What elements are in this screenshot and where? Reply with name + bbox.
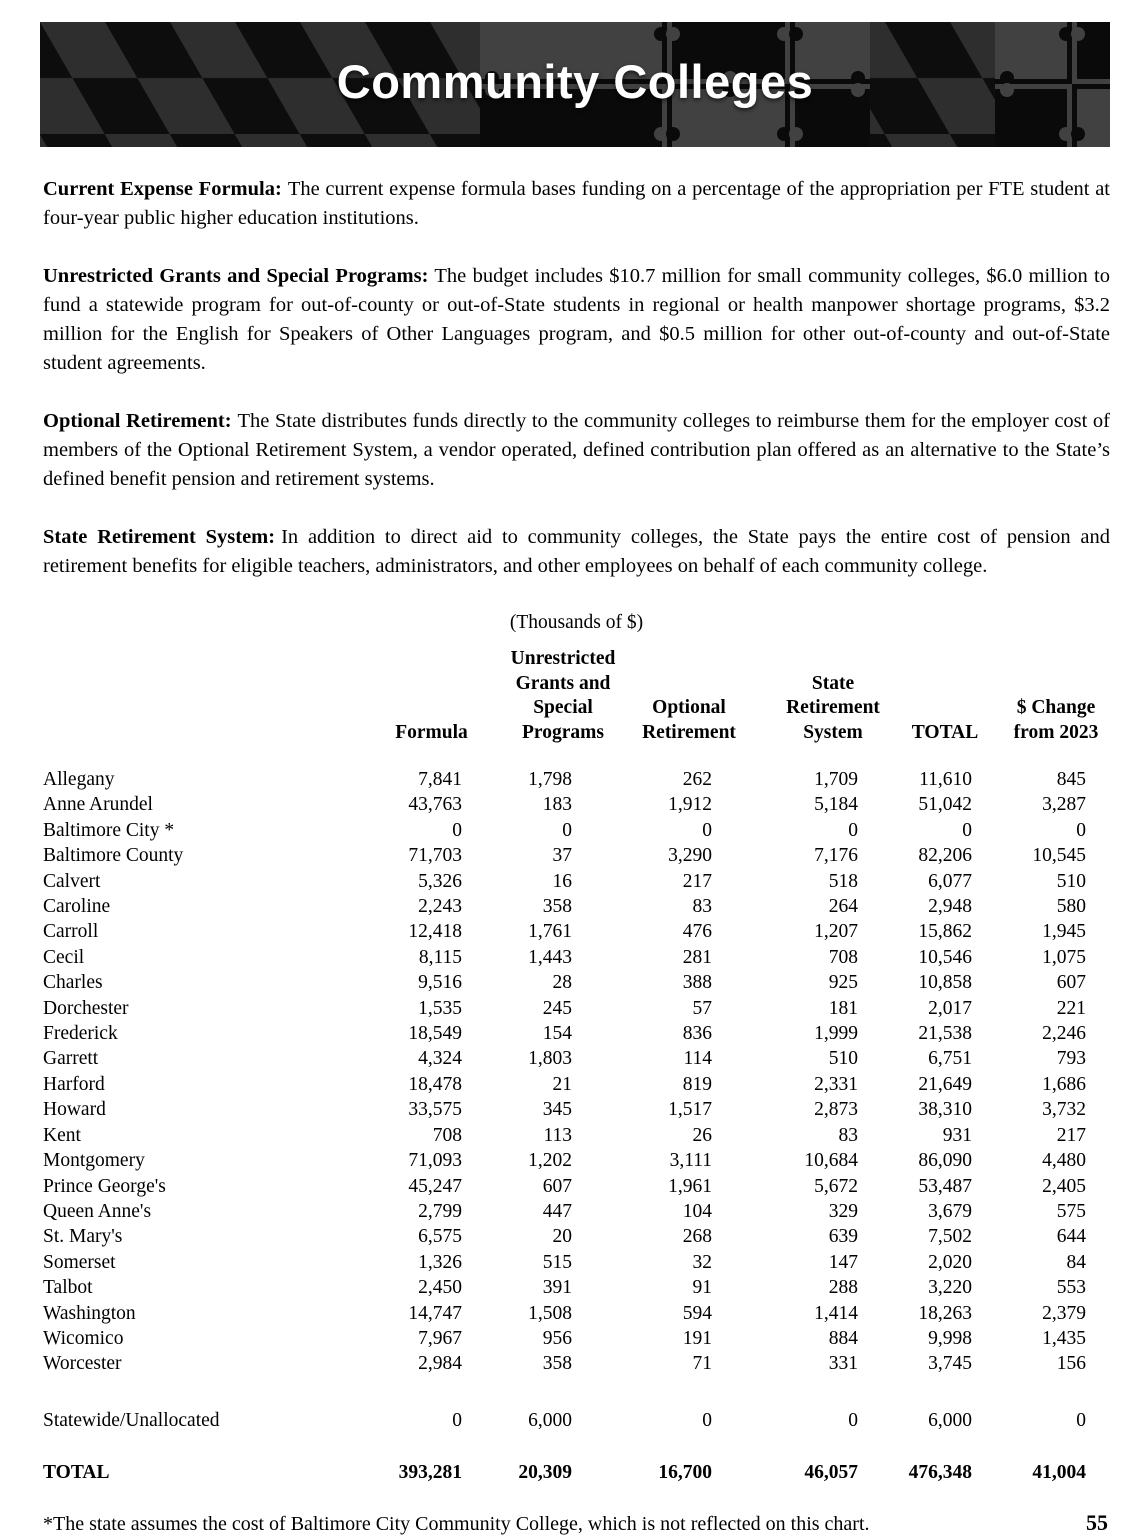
total-cell: 86,090 (918, 1150, 972, 1172)
grants-cell: 391 (542, 1277, 572, 1299)
table-row (43, 767, 1086, 792)
total-cell: 6,000 (928, 1409, 972, 1431)
state-retirement-cell: 0 (848, 819, 858, 841)
optional-retirement-cell: 836 (682, 1023, 712, 1045)
paragraph-lead: State Retirement System: (43, 526, 276, 548)
optional-retirement-cell: 191 (682, 1327, 712, 1349)
county-cell: Cecil (43, 946, 85, 968)
county-cell: Montgomery (43, 1150, 145, 1172)
change-cell: 580 (1056, 896, 1086, 918)
state-retirement-cell: 83 (838, 1124, 858, 1146)
state-retirement-cell: 1,999 (814, 1023, 858, 1045)
table-row (43, 1326, 1086, 1351)
page-title: Community Colleges (336, 54, 814, 108)
grants-column-header: Unrestricted Grants and Special Programs (510, 648, 616, 743)
state-retirement-cell: 7,176 (814, 845, 858, 867)
change-cell: 793 (1056, 1048, 1086, 1070)
total-cell: 2,020 (928, 1251, 972, 1273)
grants-cell: 0 (562, 819, 572, 841)
county-cell: Anne Arundel (43, 794, 153, 816)
table-row (43, 792, 1086, 817)
grants-cell: 245 (542, 997, 572, 1019)
optional-retirement-cell: 281 (682, 946, 712, 968)
total-cell: 53,487 (918, 1175, 972, 1197)
change-cell: 221 (1056, 997, 1086, 1019)
grants-cell: 1,443 (528, 946, 572, 968)
grants-cell: 21 (552, 1073, 572, 1095)
paragraph (43, 175, 1110, 233)
optional-retirement-cell: 217 (682, 870, 712, 892)
formula-cell: 2,450 (418, 1277, 462, 1299)
county-cell: Frederick (43, 1023, 118, 1045)
table-row (43, 1174, 1086, 1199)
table-row (43, 1224, 1086, 1249)
grants-cell: 16 (552, 870, 572, 892)
change-cell: 156 (1056, 1353, 1086, 1375)
total-row (43, 1460, 1086, 1485)
change-cell: 644 (1056, 1226, 1086, 1248)
county-cell: Carroll (43, 921, 99, 943)
formula-cell: 2,799 (418, 1200, 462, 1222)
table-row (43, 894, 1086, 919)
grants-cell: 6,000 (528, 1409, 572, 1431)
total-cell: 931 (942, 1124, 972, 1146)
total-cell: 21,649 (918, 1073, 972, 1095)
optional-retirement-cell: 1,961 (668, 1175, 712, 1197)
state-retirement-cell: 925 (828, 972, 858, 994)
total-cell: 9,998 (928, 1327, 972, 1349)
county-cell: Harford (43, 1073, 105, 1095)
state-retirement-cell: 1,709 (814, 769, 858, 790)
change-cell: 0 (1076, 819, 1086, 841)
paragraph-lead: Current Expense Formula: (43, 178, 282, 200)
change-cell: 2,405 (1042, 1175, 1086, 1197)
table-row (43, 1275, 1086, 1300)
state-retirement-cell: 5,184 (814, 794, 858, 816)
optional-retirement-column-header: Optional Retirement (642, 697, 736, 743)
grants-cell: 956 (542, 1327, 572, 1349)
formula-cell: 7,841 (418, 769, 462, 790)
grants-cell: 28 (552, 972, 572, 994)
optional-retirement-cell: 83 (692, 896, 712, 918)
total-cell: 15,862 (918, 921, 972, 943)
optional-retirement-cell: 114 (683, 1048, 712, 1070)
change-cell: 4,480 (1042, 1150, 1086, 1172)
optional-retirement-cell: 91 (692, 1277, 712, 1299)
state-retirement-cell: 884 (828, 1327, 858, 1349)
formula-cell: 4,324 (418, 1048, 462, 1070)
total-cell: 10,546 (918, 946, 972, 968)
state-retirement-cell: 2,331 (814, 1073, 858, 1095)
optional-retirement-cell: 57 (692, 997, 712, 1019)
formula-cell: 33,575 (408, 1099, 462, 1121)
paragraph-lead: Unrestricted Grants and Special Programs: (43, 265, 429, 287)
state-retirement-cell: 264 (828, 896, 858, 918)
page-content (43, 175, 1110, 1538)
table-row (43, 945, 1086, 970)
grants-cell: 345 (542, 1099, 572, 1121)
grants-cell: 1,508 (528, 1302, 572, 1324)
formula-cell: 0 (452, 819, 462, 841)
grants-cell: 113 (543, 1124, 572, 1146)
grants-cell: 20 (552, 1226, 572, 1248)
formula-cell: 9,516 (418, 972, 462, 994)
state-retirement-cell: 1,414 (814, 1302, 858, 1324)
change-cell: 84 (1066, 1251, 1086, 1273)
funding-table (43, 647, 1099, 1486)
grants-cell: 183 (542, 794, 572, 816)
page-footer (43, 1510, 1110, 1538)
state-retirement-cell: 518 (828, 870, 858, 892)
formula-cell: 12,418 (408, 921, 462, 943)
table-row (43, 1021, 1086, 1046)
change-cell: 553 (1056, 1277, 1086, 1299)
paragraph-text: The budget includes $10.7 million for small community colleges, $6.0 million to fund a statewide program for out-of-county or out-of-State students in regional or health manpower shortage programs, $3.2 million for the English for Speakers of Other Languages program, and $0.5 million for other out-of-county and out-of-State student agreements. (43, 265, 1110, 374)
optional-retirement-cell: 71 (692, 1353, 712, 1375)
county-cell: St. Mary's (43, 1226, 123, 1248)
paragraph-text: In addition to direct aid to community colleges, the State pays the entire cost of pension and retirement benefits for eligible teachers, administrators, and other employees on behalf of each community college. (43, 526, 1110, 577)
total-cell: 11,610 (919, 769, 972, 790)
change-cell: 0 (1076, 1409, 1086, 1431)
table-row (43, 1301, 1086, 1326)
county-cell: Statewide/Unallocated (43, 1409, 220, 1431)
paragraph-text: The current expense formula bases funding on a percentage of the appropriation per FTE student at four-year public higher education institutions. (43, 178, 1110, 229)
county-cell: Somerset (43, 1251, 116, 1273)
grants-cell: 37 (552, 845, 572, 867)
state-retirement-column-header: State Retirement System (786, 672, 880, 743)
state-retirement-cell: 2,873 (814, 1099, 858, 1121)
grants-cell: 447 (542, 1200, 572, 1222)
formula-cell: 6,575 (418, 1226, 462, 1248)
formula-cell: 7,967 (418, 1327, 462, 1349)
county-cell: Wicomico (43, 1327, 124, 1349)
total-cell: 82,206 (918, 845, 972, 867)
change-cell: 3,732 (1042, 1099, 1086, 1121)
table-row (43, 1097, 1086, 1122)
paragraph-lead: Optional Retirement: (43, 410, 232, 432)
state-retirement-cell: 639 (828, 1226, 858, 1248)
table-row (43, 843, 1086, 868)
optional-retirement-cell: 0 (702, 819, 712, 841)
change-cell: 2,246 (1042, 1023, 1086, 1045)
formula-cell: 708 (432, 1124, 462, 1146)
optional-retirement-cell: 0 (702, 1409, 712, 1431)
grants-cell: 1,761 (528, 921, 572, 943)
table-row (43, 919, 1086, 944)
paragraph (43, 523, 1110, 581)
spacer-row (43, 1433, 1086, 1460)
state-retirement-cell: 510 (828, 1048, 858, 1070)
formula-cell: 71,093 (408, 1150, 462, 1172)
table-row (43, 970, 1086, 995)
change-cell: 510 (1056, 870, 1086, 892)
total-cell: 3,679 (928, 1200, 972, 1222)
optional-retirement-cell: 26 (692, 1124, 712, 1146)
total-cell: 7,502 (928, 1226, 972, 1248)
grants-cell: 358 (542, 896, 572, 918)
table-row (43, 996, 1086, 1021)
grants-cell: 607 (542, 1175, 572, 1197)
state-retirement-cell: 181 (828, 997, 858, 1019)
optional-retirement-cell: 3,290 (668, 845, 712, 867)
table-row (43, 1072, 1086, 1097)
county-cell: Allegany (43, 769, 115, 790)
total-cell: 3,745 (928, 1353, 972, 1375)
grants-cell: 1,202 (528, 1150, 572, 1172)
optional-retirement-cell: 594 (682, 1302, 712, 1324)
table-row (43, 1351, 1086, 1376)
county-cell: Washington (43, 1302, 136, 1324)
county-cell: Caroline (43, 896, 111, 918)
state-retirement-cell: 288 (828, 1277, 858, 1299)
change-cell: 1,945 (1042, 921, 1086, 943)
grants-cell: 1,803 (528, 1048, 572, 1070)
table-caption: (Thousands of $) (509, 612, 644, 633)
grants-cell: 154 (542, 1023, 572, 1045)
total-cell: 2,017 (928, 997, 972, 1019)
optional-retirement-cell: 32 (692, 1251, 712, 1273)
county-cell: Kent (43, 1124, 81, 1146)
state-retirement-cell: 0 (848, 1409, 858, 1431)
change-cell: 845 (1056, 769, 1086, 790)
optional-retirement-cell: 1,517 (668, 1099, 712, 1121)
state-retirement-cell: 708 (828, 946, 858, 968)
grants-cell: 515 (542, 1251, 572, 1273)
change-cell: 217 (1056, 1124, 1086, 1146)
county-cell: Calvert (43, 870, 101, 892)
formula-cell: 18,478 (408, 1073, 462, 1095)
total-cell: 2,948 (928, 896, 972, 918)
table-row (43, 1148, 1086, 1173)
formula-cell: 71,703 (408, 845, 462, 867)
state-retirement-cell: 5,672 (814, 1175, 858, 1197)
total-cell: 3,220 (928, 1277, 972, 1299)
formula-cell: 45,247 (408, 1175, 462, 1197)
paragraph-text: The State distributes funds directly to the community colleges to reimburse them for the employer cost of members of the Optional Retirement System, a vendor operated, defined contribution plan offered as an alternative to the State’s defined benefit pension and retirement systems. (43, 410, 1110, 490)
state-retirement-cell: 1,207 (814, 921, 858, 943)
paragraph (43, 262, 1110, 378)
state-retirement-cell: 46,057 (804, 1462, 858, 1484)
formula-cell: 2,243 (418, 896, 462, 918)
change-column-header: $ Change from 2023 (1013, 697, 1099, 743)
grants-cell: 20,309 (518, 1462, 572, 1484)
total-cell: 18,263 (918, 1302, 972, 1324)
change-cell: 1,686 (1042, 1073, 1086, 1095)
total-cell: 6,077 (928, 870, 972, 892)
grants-cell: 1,798 (528, 769, 572, 790)
formula-cell: 14,747 (408, 1302, 462, 1324)
formula-cell: 1,326 (418, 1251, 462, 1273)
county-cell: TOTAL (43, 1462, 110, 1484)
formula-cell: 0 (452, 1409, 462, 1431)
table-row (43, 1123, 1086, 1148)
county-cell: Charles (43, 972, 103, 994)
optional-retirement-cell: 104 (682, 1200, 712, 1222)
formula-cell: 43,763 (408, 794, 462, 816)
total-cell: 6,751 (928, 1048, 972, 1070)
page-number: 55 (1086, 1509, 1108, 1535)
total-column-header: TOTAL (911, 721, 979, 743)
total-cell: 0 (962, 819, 972, 841)
optional-retirement-cell: 16,700 (658, 1462, 712, 1484)
total-cell: 21,538 (918, 1023, 972, 1045)
footnote: *The state assumes the cost of Baltimore City Community College, which is not reflected on this chart. (43, 1512, 870, 1535)
optional-retirement-cell: 262 (682, 769, 712, 790)
county-cell: Garrett (43, 1048, 99, 1070)
change-cell: 2,379 (1042, 1302, 1086, 1324)
table-row (43, 1046, 1086, 1071)
county-cell: Baltimore County (43, 845, 184, 867)
county-cell: Howard (43, 1099, 106, 1121)
spacer-row (43, 1377, 1086, 1408)
table-row (43, 1250, 1086, 1275)
optional-retirement-cell: 819 (682, 1073, 712, 1095)
total-cell: 10,858 (918, 972, 972, 994)
change-cell: 575 (1056, 1200, 1086, 1222)
state-retirement-cell: 329 (828, 1200, 858, 1222)
grants-cell: 358 (542, 1353, 572, 1375)
county-cell: Prince George's (43, 1175, 166, 1197)
change-cell: 41,004 (1032, 1462, 1086, 1484)
formula-cell: 5,326 (418, 870, 462, 892)
county-cell: Worcester (43, 1353, 122, 1375)
maryland-flag-banner (40, 22, 1110, 147)
total-cell: 51,042 (918, 794, 972, 816)
change-cell: 1,435 (1042, 1327, 1086, 1349)
formula-cell: 18,549 (408, 1023, 462, 1045)
formula-cell: 393,281 (398, 1462, 462, 1484)
optional-retirement-cell: 388 (682, 972, 712, 994)
total-cell: 476,348 (908, 1462, 972, 1484)
optional-retirement-cell: 3,111 (669, 1150, 712, 1172)
county-cell: Talbot (43, 1277, 93, 1299)
state-retirement-cell: 10,684 (804, 1150, 858, 1172)
total-cell: 38,310 (918, 1099, 972, 1121)
formula-cell: 2,984 (418, 1353, 462, 1375)
optional-retirement-cell: 476 (682, 921, 712, 943)
county-column-header (43, 647, 333, 767)
optional-retirement-cell: 268 (682, 1226, 712, 1248)
change-cell: 607 (1056, 972, 1086, 994)
table-row (43, 869, 1086, 894)
table-header-row (43, 647, 1086, 767)
table-row (43, 1199, 1086, 1224)
county-cell: Dorchester (43, 997, 129, 1019)
change-cell: 3,287 (1042, 794, 1086, 816)
table-row (43, 818, 1086, 843)
formula-cell: 8,115 (418, 946, 462, 968)
paragraph (43, 407, 1110, 494)
statewide-row (43, 1408, 1086, 1433)
change-cell: 10,545 (1032, 845, 1086, 867)
county-cell: Queen Anne's (43, 1200, 152, 1222)
state-retirement-cell: 331 (828, 1353, 858, 1375)
formula-cell: 1,535 (418, 997, 462, 1019)
change-cell: 1,075 (1042, 946, 1086, 968)
state-retirement-cell: 147 (828, 1251, 858, 1273)
formula-column-header: Formula (395, 721, 468, 743)
county-cell: Baltimore City * (43, 819, 175, 841)
optional-retirement-cell: 1,912 (668, 794, 712, 816)
